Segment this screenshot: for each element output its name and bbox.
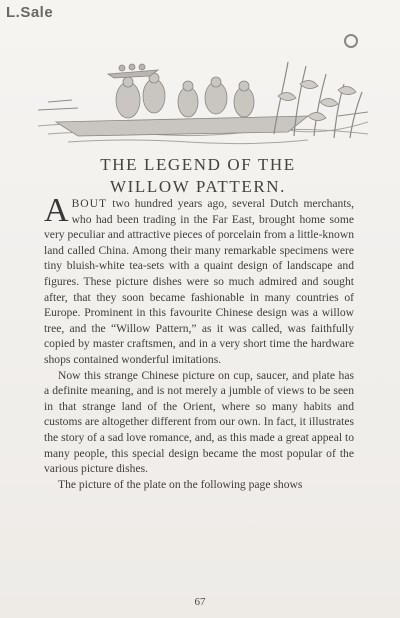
paragraph-1 (44, 192, 354, 368)
page-number: 67 (194, 596, 206, 608)
drop-cap: A (44, 192, 69, 229)
article-body (44, 192, 354, 492)
boat-illustration (38, 56, 368, 148)
paragraph-2: Now this strange Chinese picture on cup, saucer, and plate has a definite meaning, and is not merely a jumble of views to be seen in that strange land of the Orient, where so many habits and customs are altogether different from our own. In fact, it illustrates the story of a sad love romance, and, as this made a great appeal to many people, this special design became the most popular of the various picture dishes. (44, 368, 354, 476)
seller-stamp: L.Sale (6, 4, 54, 21)
first-word: BOUT (71, 197, 108, 210)
page-title (60, 154, 336, 198)
title-line-2: WILLOW PATTERN. (109, 177, 287, 196)
paragraph-3: The picture of the plate on the following page shows (58, 477, 303, 491)
corner-ornament-icon (344, 34, 358, 48)
paragraph-1-text: two hundred years ago, several Dutch merchants, who had been trading in the Far East, brought home some very peculiar and attractive pieces of porcelain from a little-known land called China. Among their many remarkable specimens were tiny bluish-white tea-sets with a quaint design of landscape and figures. These picture dishes were so much admired and sought after, that they soon became fashionable in many countries of Europe. Prominent in this favourite Chinese design was a willow tree, and the “Willow Pattern,” as it was called, was faithfully copied by master craftsmen, and in a very short time the hardware shops contained wonderful imitations. (44, 197, 354, 366)
title-line-1: THE LEGEND OF THE (100, 155, 296, 174)
